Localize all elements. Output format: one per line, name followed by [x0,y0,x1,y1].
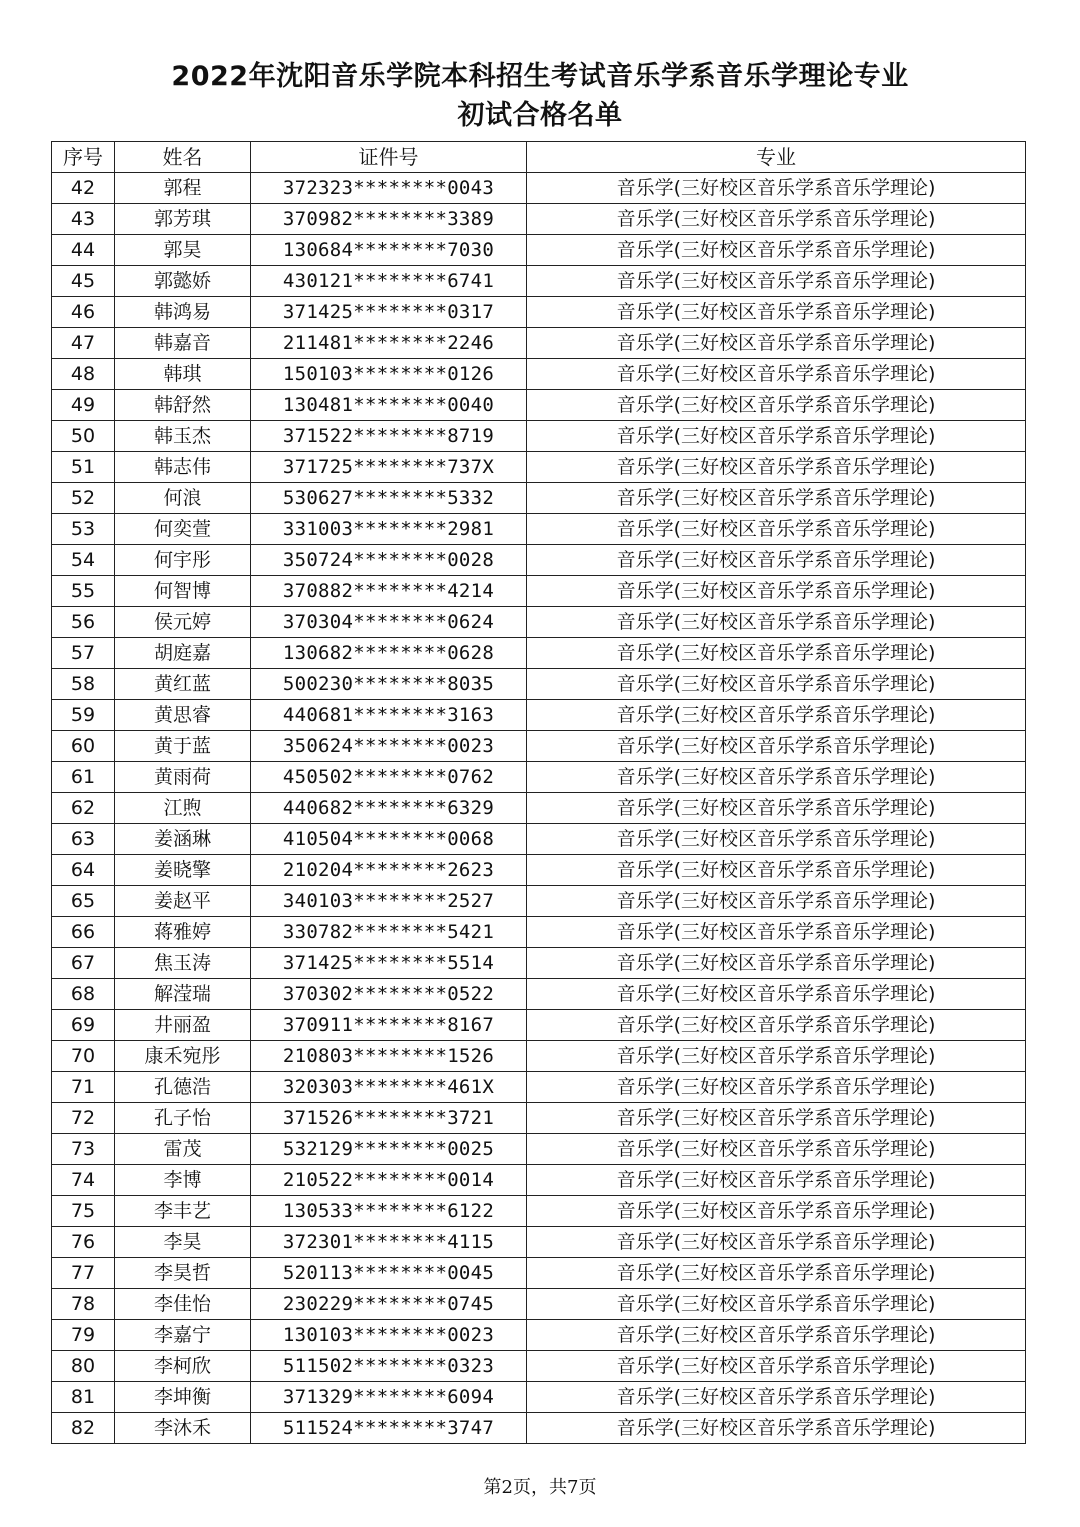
serial-cell: 49 [52,390,115,421]
header-row [52,142,1026,173]
serial-cell: 51 [52,452,115,483]
name-cell: 韩琪 [115,359,251,390]
table-body [52,173,1026,1444]
id-number-cell: 340103********2527 [251,886,527,917]
id-number-cell: 370882********4214 [251,576,527,607]
major-cell: 音乐学(三好校区音乐学系音乐学理论) [527,731,1026,762]
id-number-cell: 371725********737X [251,452,527,483]
name-cell: 郭昊 [115,235,251,266]
table-row [52,1196,1026,1227]
major-cell: 音乐学(三好校区音乐学系音乐学理论) [527,204,1026,235]
serial-cell: 44 [52,235,115,266]
serial-cell: 78 [52,1289,115,1320]
name-cell: 李沐禾 [115,1413,251,1444]
serial-cell: 53 [52,514,115,545]
name-cell: 李丰艺 [115,1196,251,1227]
id-number-cell: 520113********0045 [251,1258,527,1289]
serial-cell: 55 [52,576,115,607]
serial-cell: 60 [52,731,115,762]
name-cell: 黄于蓝 [115,731,251,762]
id-number-cell: 350624********0023 [251,731,527,762]
name-cell: 雷茂 [115,1134,251,1165]
serial-cell: 74 [52,1165,115,1196]
table-row [52,235,1026,266]
id-number-cell: 450502********0762 [251,762,527,793]
id-number-cell: 511502********0323 [251,1351,527,1382]
name-cell: 李嘉宁 [115,1320,251,1351]
document-title: 2022年沈阳音乐学院本科招生考试音乐学系音乐学理论专业 [171,61,909,92]
name-cell: 何浪 [115,483,251,514]
id-number-cell: 371522********8719 [251,421,527,452]
table-row [52,731,1026,762]
name-cell: 孔德浩 [115,1072,251,1103]
major-cell: 音乐学(三好校区音乐学系音乐学理论) [527,173,1026,204]
serial-cell: 54 [52,545,115,576]
major-cell: 音乐学(三好校区音乐学系音乐学理论) [527,1382,1026,1413]
id-number-cell: 211481********2246 [251,328,527,359]
serial-cell: 61 [52,762,115,793]
major-cell: 音乐学(三好校区音乐学系音乐学理论) [527,297,1026,328]
name-cell: 李坤衡 [115,1382,251,1413]
id-number-cell: 430121********6741 [251,266,527,297]
major-cell: 音乐学(三好校区音乐学系音乐学理论) [527,483,1026,514]
major-cell: 音乐学(三好校区音乐学系音乐学理论) [527,1010,1026,1041]
major-cell: 音乐学(三好校区音乐学系音乐学理论) [527,1227,1026,1258]
id-number-cell: 511524********3747 [251,1413,527,1444]
major-cell: 音乐学(三好校区音乐学系音乐学理论) [527,1072,1026,1103]
table-header [52,142,1026,173]
id-number-cell: 210803********1526 [251,1041,527,1072]
table-row [52,328,1026,359]
major-cell: 音乐学(三好校区音乐学系音乐学理论) [527,359,1026,390]
major-cell: 音乐学(三好校区音乐学系音乐学理论) [527,917,1026,948]
table-row [52,390,1026,421]
name-cell: 焦玉涛 [115,948,251,979]
id-number-cell: 371425********0317 [251,297,527,328]
major-cell: 音乐学(三好校区音乐学系音乐学理论) [527,328,1026,359]
serial-cell: 76 [52,1227,115,1258]
serial-cell: 69 [52,1010,115,1041]
serial-cell: 59 [52,700,115,731]
id-number-cell: 372301********4115 [251,1227,527,1258]
table-row [52,700,1026,731]
name-cell: 黄思睿 [115,700,251,731]
major-cell: 音乐学(三好校区音乐学系音乐学理论) [527,1134,1026,1165]
id-number-cell: 370982********3389 [251,204,527,235]
major-cell: 音乐学(三好校区音乐学系音乐学理论) [527,700,1026,731]
table-row [52,1165,1026,1196]
major-cell: 音乐学(三好校区音乐学系音乐学理论) [527,545,1026,576]
qualified-list-table [51,141,1026,1444]
major-cell: 音乐学(三好校区音乐学系音乐学理论) [527,452,1026,483]
name-cell: 康禾宛彤 [115,1041,251,1072]
serial-cell: 50 [52,421,115,452]
major-cell: 音乐学(三好校区音乐学系音乐学理论) [527,1103,1026,1134]
id-number-cell: 350724********0028 [251,545,527,576]
table-row [52,855,1026,886]
table-row [52,421,1026,452]
major-cell: 音乐学(三好校区音乐学系音乐学理论) [527,855,1026,886]
table-row [52,824,1026,855]
major-cell: 音乐学(三好校区音乐学系音乐学理论) [527,793,1026,824]
serial-cell: 67 [52,948,115,979]
id-number-cell: 371425********5514 [251,948,527,979]
name-cell: 李佳怡 [115,1289,251,1320]
table-row [52,297,1026,328]
id-number-cell: 330782********5421 [251,917,527,948]
major-cell: 音乐学(三好校区音乐学系音乐学理论) [527,576,1026,607]
name-cell: 何宇彤 [115,545,251,576]
major-cell: 音乐学(三好校区音乐学系音乐学理论) [527,669,1026,700]
table-row [52,204,1026,235]
serial-cell: 52 [52,483,115,514]
table-row [52,948,1026,979]
serial-cell: 46 [52,297,115,328]
major-cell: 音乐学(三好校区音乐学系音乐学理论) [527,948,1026,979]
id-number-cell: 230229********0745 [251,1289,527,1320]
major-cell: 音乐学(三好校区音乐学系音乐学理论) [527,514,1026,545]
major-cell: 音乐学(三好校区音乐学系音乐学理论) [527,421,1026,452]
table-row [52,266,1026,297]
table-row [52,1351,1026,1382]
name-cell: 何智博 [115,576,251,607]
table-row [52,886,1026,917]
serial-cell: 42 [52,173,115,204]
serial-cell: 62 [52,793,115,824]
header-major: 专业 [527,142,1026,173]
name-cell: 韩玉杰 [115,421,251,452]
serial-cell: 68 [52,979,115,1010]
table-row [52,669,1026,700]
header-id-number: 证件号 [251,142,527,173]
serial-cell: 70 [52,1041,115,1072]
header-name: 姓名 [115,142,251,173]
name-cell: 韩志伟 [115,452,251,483]
serial-cell: 43 [52,204,115,235]
table-row [52,638,1026,669]
id-number-cell: 440681********3163 [251,700,527,731]
header-serial: 序号 [52,142,115,173]
name-cell: 蒋雅婷 [115,917,251,948]
name-cell: 姜赵平 [115,886,251,917]
serial-cell: 81 [52,1382,115,1413]
table-row [52,1320,1026,1351]
id-number-cell: 530627********5332 [251,483,527,514]
table-row [52,1010,1026,1041]
table-row [52,514,1026,545]
table-row [52,1041,1026,1072]
name-cell: 黄红蓝 [115,669,251,700]
table-row [52,173,1026,204]
name-cell: 黄雨荷 [115,762,251,793]
major-cell: 音乐学(三好校区音乐学系音乐学理论) [527,235,1026,266]
serial-cell: 71 [52,1072,115,1103]
serial-cell: 56 [52,607,115,638]
table-row [52,483,1026,514]
major-cell: 音乐学(三好校区音乐学系音乐学理论) [527,1258,1026,1289]
table-row [52,607,1026,638]
id-number-cell: 130533********6122 [251,1196,527,1227]
major-cell: 音乐学(三好校区音乐学系音乐学理论) [527,1320,1026,1351]
major-cell: 音乐学(三好校区音乐学系音乐学理论) [527,1041,1026,1072]
table-row [52,359,1026,390]
table-row [52,979,1026,1010]
major-cell: 音乐学(三好校区音乐学系音乐学理论) [527,266,1026,297]
id-number-cell: 371329********6094 [251,1382,527,1413]
name-cell: 江煦 [115,793,251,824]
name-cell: 郭懿娇 [115,266,251,297]
name-cell: 郭程 [115,173,251,204]
id-number-cell: 500230********8035 [251,669,527,700]
id-number-cell: 331003********2981 [251,514,527,545]
name-cell: 李昊 [115,1227,251,1258]
serial-cell: 75 [52,1196,115,1227]
name-cell: 郭芳琪 [115,204,251,235]
serial-cell: 66 [52,917,115,948]
id-number-cell: 210204********2623 [251,855,527,886]
name-cell: 李柯欣 [115,1351,251,1382]
major-cell: 音乐学(三好校区音乐学系音乐学理论) [527,1351,1026,1382]
table-row [52,576,1026,607]
table-row [52,1227,1026,1258]
id-number-cell: 370302********0522 [251,979,527,1010]
name-cell: 李昊哲 [115,1258,251,1289]
serial-cell: 57 [52,638,115,669]
id-number-cell: 130103********0023 [251,1320,527,1351]
name-cell: 孔子怡 [115,1103,251,1134]
serial-cell: 72 [52,1103,115,1134]
serial-cell: 63 [52,824,115,855]
major-cell: 音乐学(三好校区音乐学系音乐学理论) [527,762,1026,793]
id-number-cell: 370304********0624 [251,607,527,638]
serial-cell: 64 [52,855,115,886]
serial-cell: 80 [52,1351,115,1382]
id-number-cell: 130682********0628 [251,638,527,669]
table-row [52,545,1026,576]
id-number-cell: 320303********461X [251,1072,527,1103]
document-subtitle: 初试合格名单 [457,100,623,131]
serial-cell: 65 [52,886,115,917]
id-number-cell: 370911********8167 [251,1010,527,1041]
table-row [52,1289,1026,1320]
major-cell: 音乐学(三好校区音乐学系音乐学理论) [527,638,1026,669]
major-cell: 音乐学(三好校区音乐学系音乐学理论) [527,1289,1026,1320]
major-cell: 音乐学(三好校区音乐学系音乐学理论) [527,390,1026,421]
name-cell: 姜晓擎 [115,855,251,886]
id-number-cell: 410504********0068 [251,824,527,855]
table-row [52,1382,1026,1413]
name-cell: 韩鸿易 [115,297,251,328]
serial-cell: 82 [52,1413,115,1444]
name-cell: 李博 [115,1165,251,1196]
serial-cell: 73 [52,1134,115,1165]
major-cell: 音乐学(三好校区音乐学系音乐学理论) [527,824,1026,855]
name-cell: 解滢瑞 [115,979,251,1010]
major-cell: 音乐学(三好校区音乐学系音乐学理论) [527,1165,1026,1196]
serial-cell: 77 [52,1258,115,1289]
name-cell: 韩嘉音 [115,328,251,359]
id-number-cell: 372323********0043 [251,173,527,204]
major-cell: 音乐学(三好校区音乐学系音乐学理论) [527,1196,1026,1227]
name-cell: 何奕萱 [115,514,251,545]
name-cell: 姜涵琳 [115,824,251,855]
table-row [52,1134,1026,1165]
serial-cell: 79 [52,1320,115,1351]
page-footer: 第2页，共7页 [483,1477,597,1498]
major-cell: 音乐学(三好校区音乐学系音乐学理论) [527,886,1026,917]
serial-cell: 58 [52,669,115,700]
id-number-cell: 150103********0126 [251,359,527,390]
name-cell: 胡庭嘉 [115,638,251,669]
table-row [52,762,1026,793]
table-row [52,1258,1026,1289]
major-cell: 音乐学(三好校区音乐学系音乐学理论) [527,1413,1026,1444]
id-number-cell: 532129********0025 [251,1134,527,1165]
major-cell: 音乐学(三好校区音乐学系音乐学理论) [527,607,1026,638]
name-cell: 韩舒然 [115,390,251,421]
table-row [52,917,1026,948]
id-number-cell: 210522********0014 [251,1165,527,1196]
major-cell: 音乐学(三好校区音乐学系音乐学理论) [527,979,1026,1010]
serial-cell: 48 [52,359,115,390]
table-row [52,1103,1026,1134]
table-row [52,452,1026,483]
table-row [52,1072,1026,1103]
table-row [52,793,1026,824]
id-number-cell: 130684********7030 [251,235,527,266]
serial-cell: 47 [52,328,115,359]
id-number-cell: 130481********0040 [251,390,527,421]
name-cell: 井丽盈 [115,1010,251,1041]
table-row [52,1413,1026,1444]
id-number-cell: 371526********3721 [251,1103,527,1134]
serial-cell: 45 [52,266,115,297]
id-number-cell: 440682********6329 [251,793,527,824]
name-cell: 侯元婷 [115,607,251,638]
